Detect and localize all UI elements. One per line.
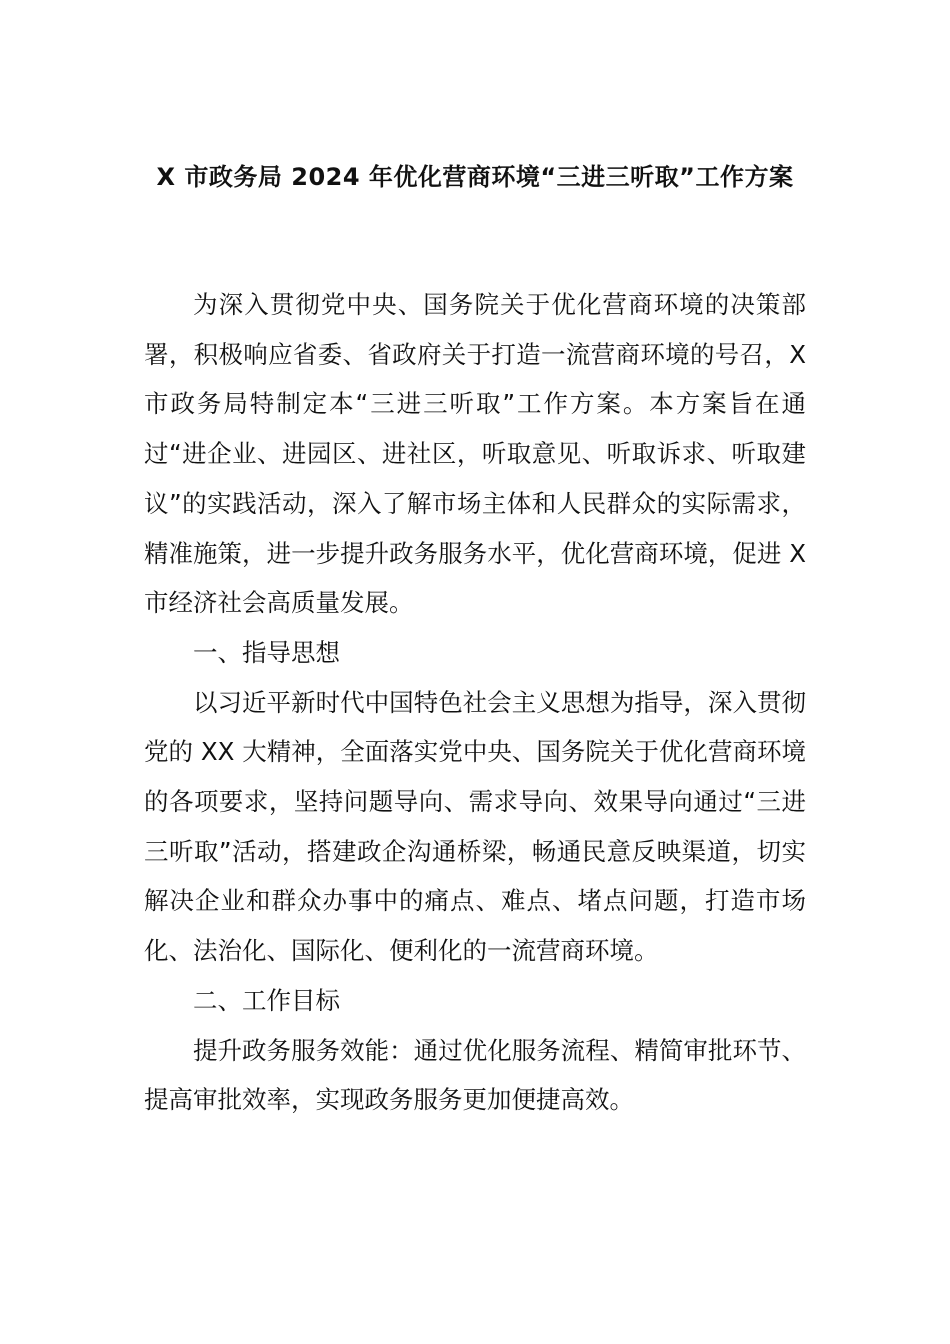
intro-paragraph: 为深入贯彻党中央、国务院关于优化营商环境的决策部署，积极响应省委、省政府关于打造一流营商环境的号召，X 市政务局特制定本“三进三听取”工作方案。本方案旨在通过“进企业、进园区、进社区，听取意见、听取诉求、听取建议”的实践活动，深入了解市场主体和人民群众的实际需求，精准施策，进一步提升政务服务水平，优化营商环境，促进 X 市经济社会高质量发展。 (144, 290, 806, 618)
section-heading-guiding-ideology: 一、指导思想 (193, 637, 340, 667)
work-goals-paragraph: 提升政务服务效能：通过优化服务流程、精简审批环节、提高审批效率，实现政务服务更加便捷高效。 (144, 1035, 806, 1115)
section-heading-work-goals: 二、工作目标 (193, 985, 340, 1015)
document-title: X 市政务局 2024 年优化营商环境“三进三听取”工作方案 (156, 163, 794, 191)
document-body (144, 280, 806, 1125)
guiding-ideology-paragraph: 以习近平新时代中国特色社会主义思想为指导，深入贯彻党的 XX 大精神，全面落实党中央、国务院关于优化营商环境的各项要求，坚持问题导向、需求导向、效果导向通过“三进三听取”活动，搭建政企沟通桥梁，畅通民意反映渠道，切实解决企业和群众办事中的痛点、难点、堵点问题，打造市场化、法治化、国际化、便利化的一流营商环境。 (144, 687, 806, 966)
